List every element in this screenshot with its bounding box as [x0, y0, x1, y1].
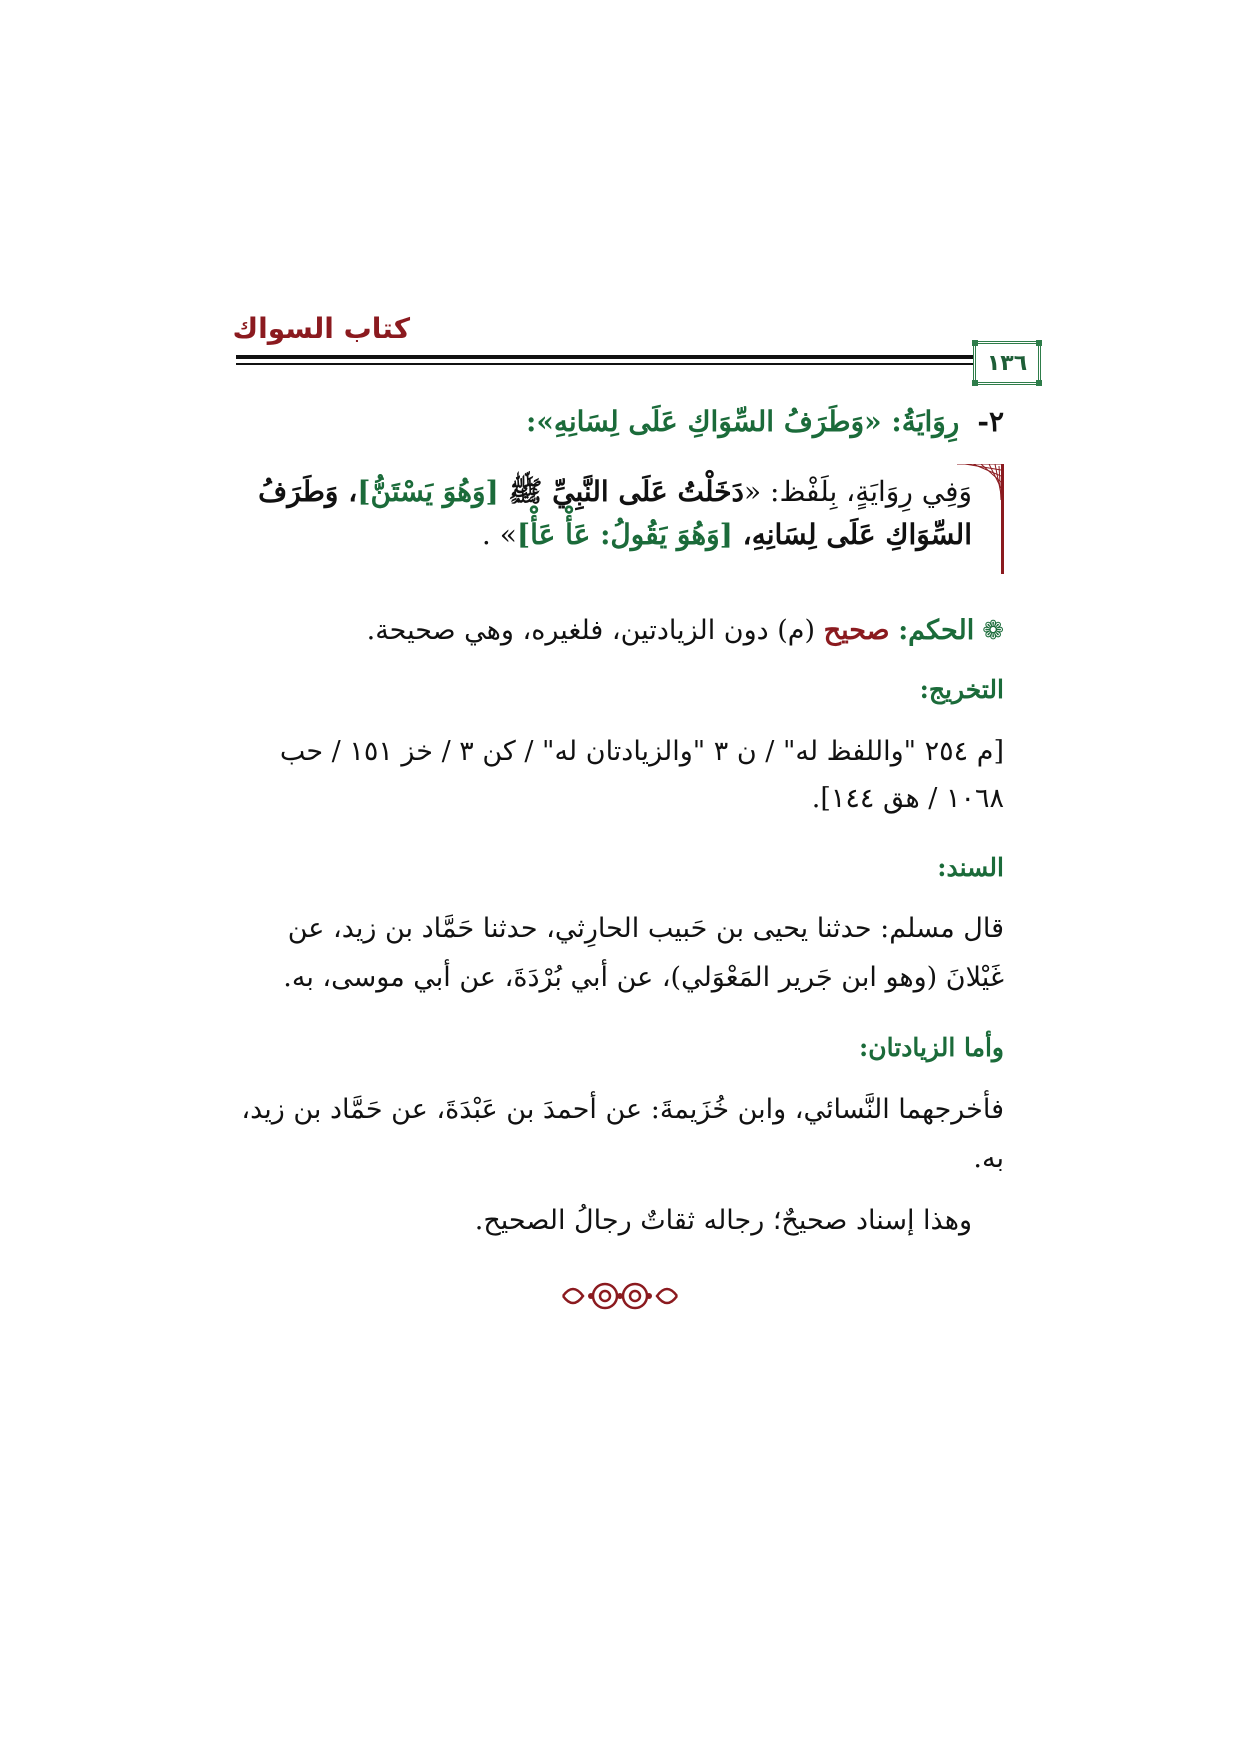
narration-addition-2: [وَهُوَ يَقُولُ: عَأْ عَأْ] — [516, 518, 733, 552]
section-heading — [236, 402, 1004, 441]
additions-heading: وأما الزيادتان: — [859, 1033, 1004, 1062]
takhrij-heading: التخريج: — [919, 675, 1004, 704]
header-rule — [236, 355, 1006, 359]
section-title: رِوَايَةُ: «وَطَرَفُ السِّوَاكِ عَلَى لِسَانِهِ»: — [525, 405, 960, 438]
narration-addition-1: [وَهُوَ يَسْتَنُّ] — [357, 475, 509, 508]
narration-intro: وَفِي رِوَايَةٍ، بِلَفْظ: « — [744, 475, 972, 508]
isnad-verdict: وهذا إسناد صحيحٌ؛ رجاله ثقاتٌ رجالُ الصحيح. — [474, 1205, 972, 1236]
takhrij-text: [م ٢٥٤ "واللفظ له" / ن ٣ "والزيادتان له" / كن ٣ / خز ١٥١ / حب ١٠٦٨ / هق ١٤٤]. — [279, 736, 1004, 815]
page-number-frame — [973, 341, 1041, 385]
header-rule-thin — [236, 363, 1006, 365]
page-number: ١٣٦ — [986, 350, 1028, 376]
book-title: كتاب السواك — [232, 312, 410, 345]
ruling-detail: (م) دون الزيادتين، فلغيره، وهي صحيحة. — [366, 615, 824, 646]
end-ornament-icon — [555, 1276, 685, 1316]
ruling-label: الحكم: — [898, 615, 975, 646]
ruling-status: صحيح — [823, 615, 890, 646]
sanad-heading: السند: — [937, 853, 1004, 882]
sanad-text: قال مسلم: حدثنا يحيى بن حَبيب الحارِثي، حدثنا حَمَّاد بن زيد، عن غَيْلانَ (وهو ابن جَرير المَعْوَلي)، عن أبي بُرْدَةَ، عن أبي موسى، به. — [283, 913, 1004, 993]
narration-text — [236, 470, 972, 557]
ruling-line — [236, 612, 1004, 650]
additions-text: فأخرجهما النَّسائي، وابن خُزَيمةَ: عن أحمدَ بن عَبْدَةَ، عن حَمَّاد بن زيد، به. — [241, 1094, 1004, 1174]
section-number: ٢- — [977, 405, 1004, 438]
flower-icon: ❁ — [982, 616, 1004, 646]
narration-close: » . — [481, 518, 517, 552]
narration-part-2: ، وَطَرَفُ السِّوَاكِ عَلَى لِسَانِهِ، — [258, 475, 972, 552]
narration-part-1: دَخَلْتُ عَلَى النَّبِيِّ ﷺ — [508, 475, 745, 508]
